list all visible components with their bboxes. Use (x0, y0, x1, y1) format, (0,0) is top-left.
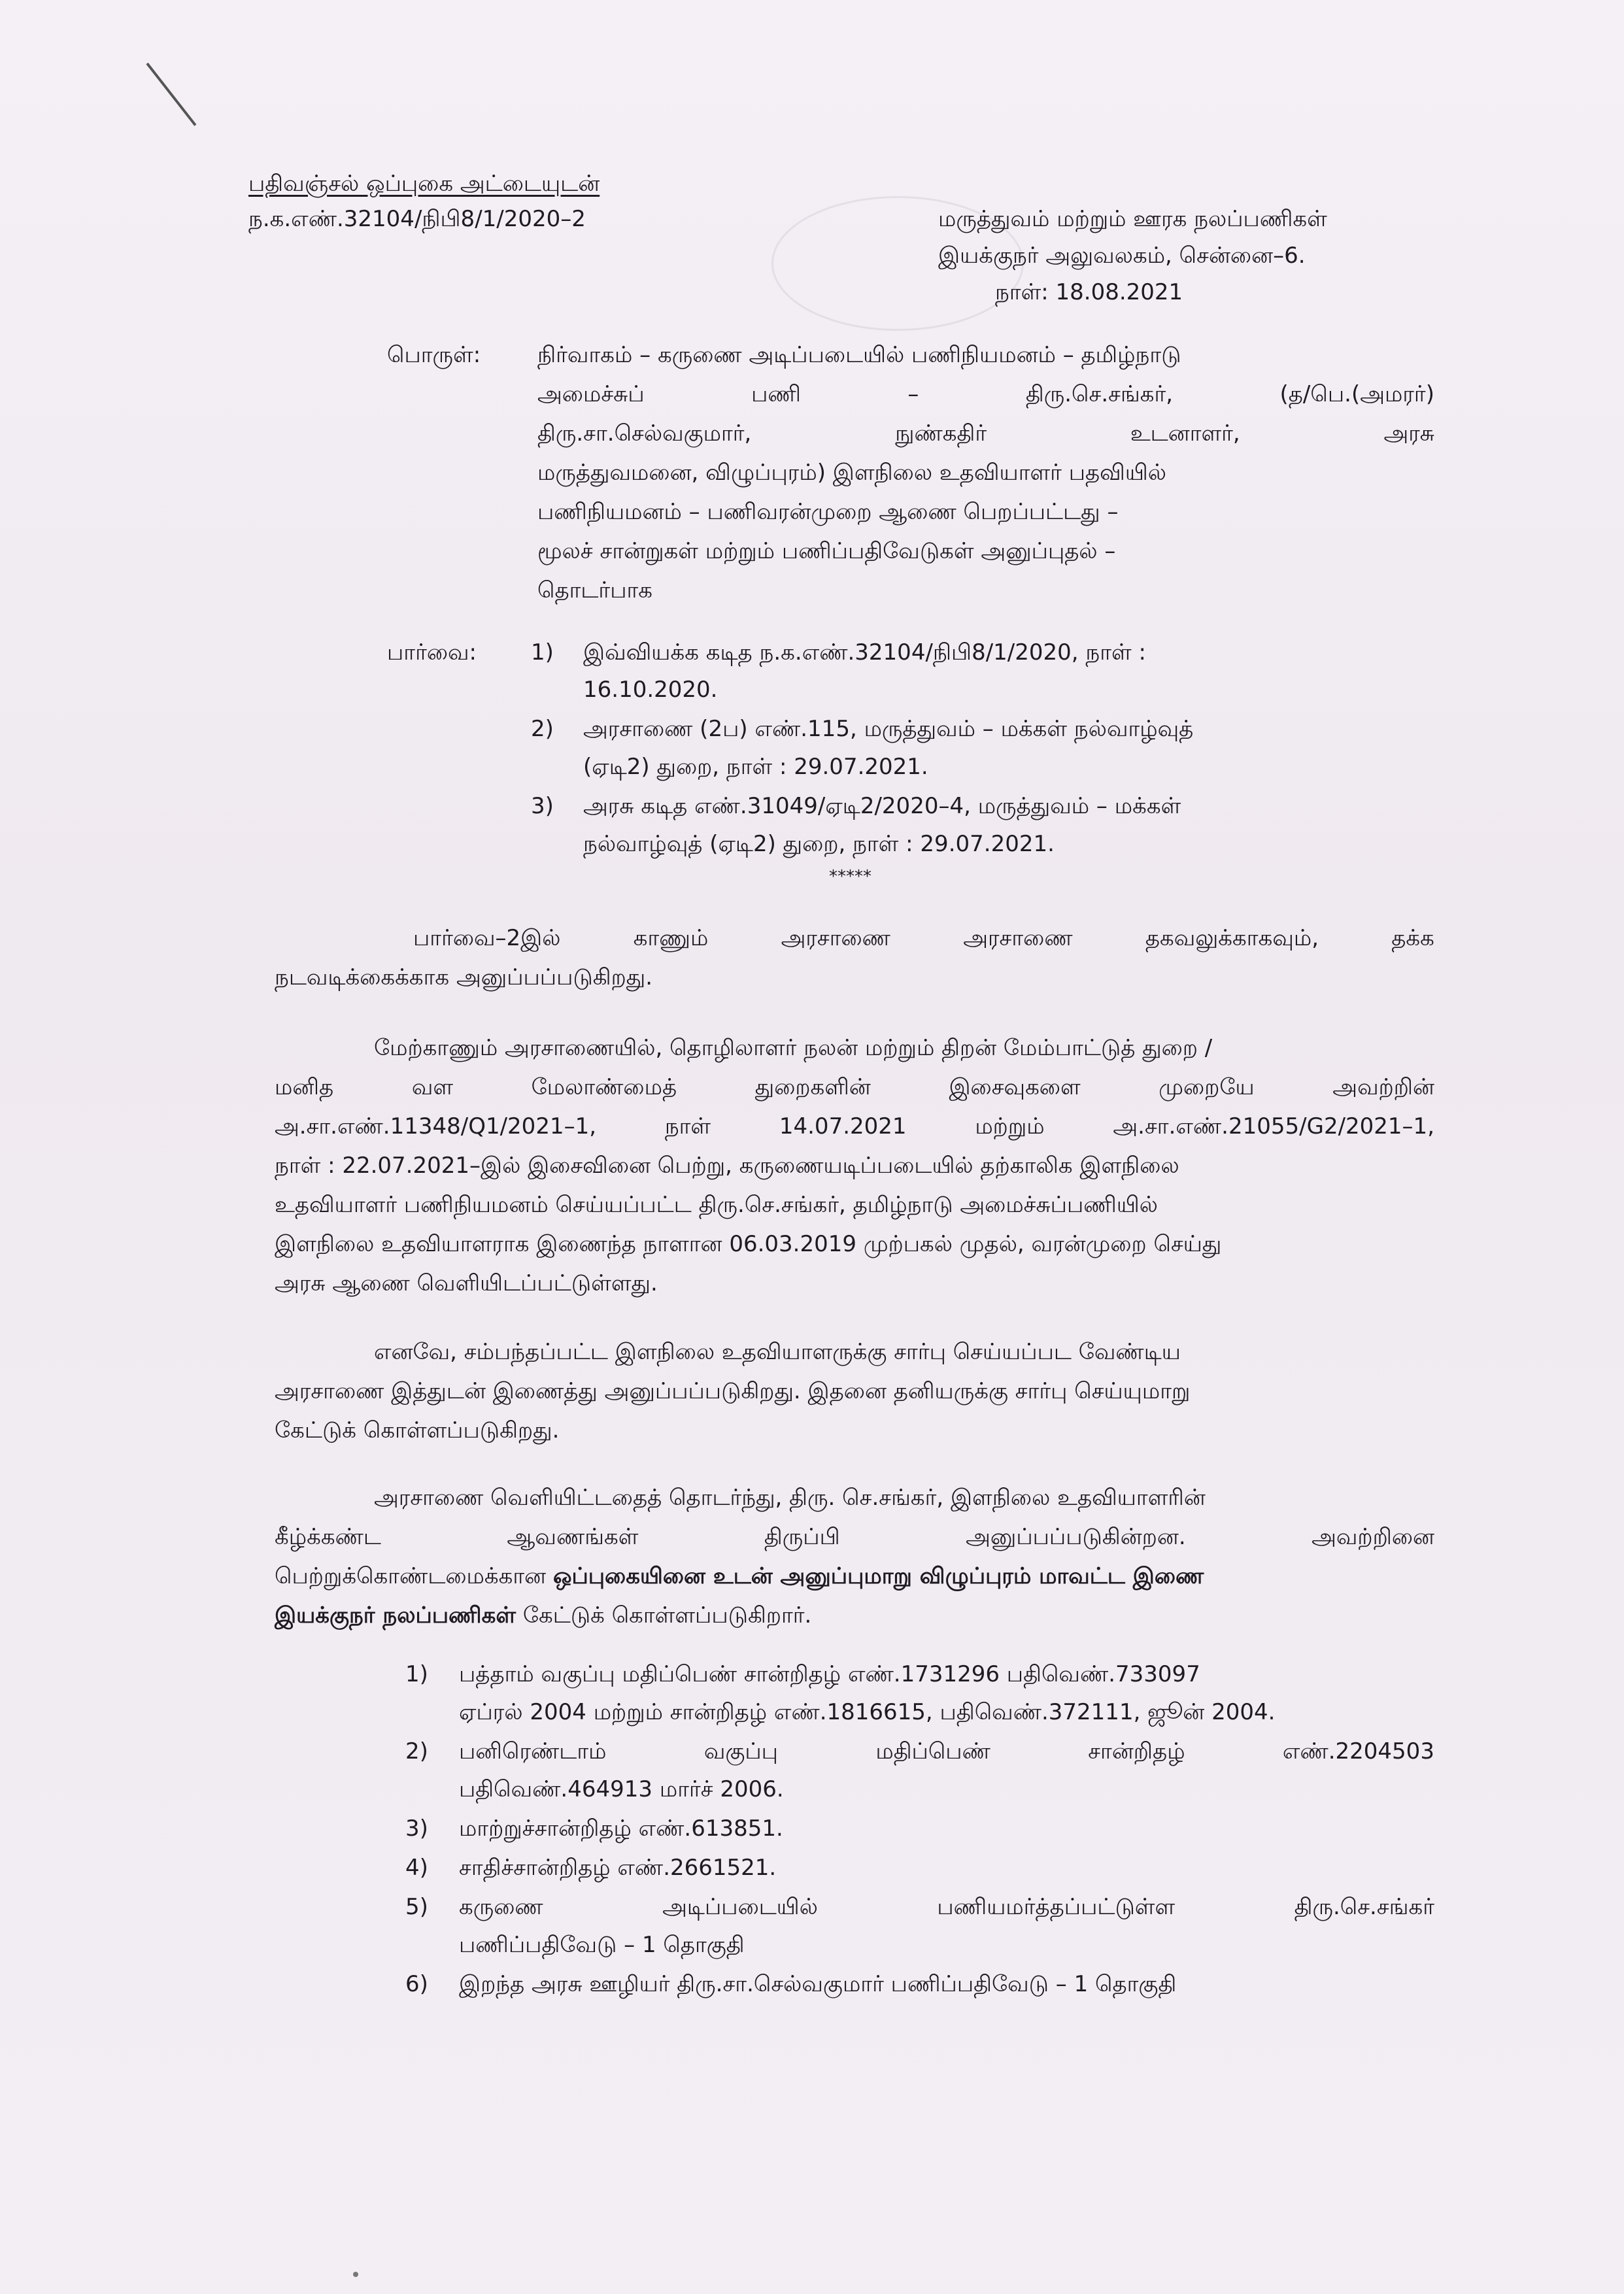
paragraph-2-line: இளநிலை உதவியாளராக இணைந்த நாளான 06.03.2019 முற்பகல் முதல், வரன்முறை செய்து (275, 1231, 1222, 1257)
paragraph-3-line: அரசாணை இத்துடன் இணைத்து அனுப்பப்படுகிறது. இதனை தனியருக்கு சார்பு செய்யுமாறு (275, 1378, 1191, 1404)
paragraph-2-line: மேற்காணும் அரசாணையில், தொழிலாளர் நலன் மற்றும் திறன் மேம்பாட்டுத் துறை / (374, 1035, 1213, 1061)
reference-item-1: இவ்வியக்க கடித ந.க.எண்.32104/நிபி8/1/2020, நாள் : (583, 639, 1146, 666)
registered-post-note: பதிவஞ்சல் ஒப்புகை அட்டையுடன் (248, 171, 600, 197)
office-name-line2: இயக்குநர் அலுவலகம், சென்னை–6. (938, 243, 1306, 269)
document-item-2-cont: பதிவெண்.464913 மார்ச் 2006. (459, 1776, 784, 1802)
paragraph-3-line: எனவே, சம்பந்தப்பட்ட இளநிலை உதவியாளருக்கு சார்பு செய்யப்பட வேண்டிய (374, 1339, 1181, 1365)
paragraph-2-line: அரசு ஆணை வெளியிடப்பட்டுள்ளது. (275, 1270, 658, 1296)
paragraph-4-line: அரசாணை வெளியிட்டதைத் தொடர்ந்து, திரு. செ.சங்கர், இளநிலை உதவியாளரின் (374, 1485, 1206, 1511)
paragraph-3-line: கேட்டுக் கொள்ளப்படுகிறது. (275, 1417, 560, 1443)
document-number-5: 5) (405, 1894, 428, 1920)
document-item-2: பனிரெண்டாம் வகுப்பு மதிப்பெண் சான்றிதழ் எண்.2204503 (459, 1738, 1434, 1764)
document-item-6: இறந்த அரசு ஊழியர் திரு.சா.செல்வகுமார் பணிப்பதிவேடு – 1 தொகுதி (459, 1971, 1177, 1997)
reference-item-2: அரசாணை (2ப) எண்.115, மருத்துவம் – மக்கள் நல்வாழ்வுத் (583, 716, 1194, 742)
document-number-1: 1) (405, 1661, 428, 1687)
document-number-2: 2) (405, 1738, 428, 1764)
paragraph-2-line: மனித வள மேலாண்மைத் துறைகளின் இசைவுகளை முறையே அவற்றின் (275, 1074, 1434, 1100)
paragraph-1-line: பார்வை–2இல் காணும் அரசாணை அரசாணை தகவலுக்காகவும், தக்க (413, 925, 1434, 951)
reference-number-3: 3) (531, 793, 554, 819)
letter-date: நாள்: 18.08.2021 (995, 279, 1183, 305)
reference-item-3: அரசு கடித எண்.31049/ஏடி2/2020–4, மருத்துவம் – மக்கள் (583, 793, 1181, 819)
reference-item-1-cont: 16.10.2020. (583, 677, 718, 703)
document-item-1: பத்தாம் வகுப்பு மதிப்பெண் சான்றிதழ் எண்.1731296 பதிவெண்.733097 (459, 1661, 1200, 1687)
paragraph-4-line: பெற்றுக்கொண்டமைக்கான ஒப்புகையினை உடன் அனுப்புமாறு விழுப்புரம் மாவட்ட இணை (275, 1563, 1204, 1589)
subject-line: திரு.சா.செல்வகுமார், நுண்கதிர் உடனாளர், அரசு (537, 420, 1434, 447)
paragraph-4-line: கீழ்க்கண்ட ஆவணங்கள் திருப்பி அனுப்பப்படுகின்றன. அவற்றினை (275, 1524, 1434, 1550)
document-item-3: மாற்றுச்சான்றிதழ் எண்.613851. (459, 1815, 783, 1842)
subject-label: பொருள்: (387, 342, 481, 368)
paragraph-1-line: நடவடிக்கைக்காக அனுப்பப்படுகிறது. (275, 964, 653, 990)
document-item-1-cont: ஏப்ரல் 2004 மற்றும் சான்றிதழ் எண்.1816615, பதிவெண்.372111, ஜூன் 2004. (459, 1699, 1276, 1725)
paragraph-4-line: இயக்குநர் நலப்பணிகள் கேட்டுக் கொள்ளப்படுகிறார். (275, 1602, 812, 1628)
separator-stars: ***** (829, 867, 871, 886)
document-number-4: 4) (405, 1855, 428, 1881)
document-number-3: 3) (405, 1815, 428, 1842)
office-name-line1: மருத்துவம் மற்றும் ஊரக நலப்பணிகள் (938, 206, 1327, 232)
document-item-5-cont: பணிப்பதிவேடு – 1 தொகுதி (459, 1932, 745, 1958)
scan-speck (353, 2272, 358, 2277)
subject-line: பணிநியமனம் – பணிவரன்முறை ஆணை பெறப்பட்டது – (537, 499, 1119, 525)
document-number-6: 6) (405, 1971, 428, 1997)
reference-item-3-cont: நல்வாழ்வுத் (ஏடி2) துறை, நாள் : 29.07.2021. (583, 831, 1055, 857)
references-label: பார்வை: (387, 639, 477, 666)
subject-line: தொடர்பாக (537, 577, 653, 603)
paragraph-2-line: உதவியாளர் பணிநியமனம் செய்யப்பட்ட திரு.செ.சங்கர், தமிழ்நாடு அமைச்சுப்பணியில் (275, 1192, 1158, 1218)
reference-item-2-cont: (ஏடி2) துறை, நாள் : 29.07.2021. (583, 754, 928, 780)
subject-line: மூலச் சான்றுகள் மற்றும் பணிப்பதிவேடுகள் அனுப்புதல் – (537, 538, 1116, 564)
pen-mark (146, 63, 196, 126)
subject-line: மருத்துவமனை, விழுப்புரம்) இளநிலை உதவியாளர் பதவியில் (537, 460, 1166, 486)
subject-line: நிர்வாகம் – கருணை அடிப்படையில் பணிநியமனம் – தமிழ்நாடு (537, 342, 1181, 368)
document-item-5: கருணை அடிப்படையில் பணியமர்த்தப்பட்டுள்ள திரு.செ.சங்கர் (459, 1894, 1434, 1920)
paragraph-2-line: அ.சா.எண்.11348/Q1/2021–1, நாள் 14.07.2021 மற்றும் அ.சா.எண்.21055/G2/2021–1, (275, 1113, 1434, 1139)
reference-number: ந.க.எண்.32104/நிபி8/1/2020–2 (248, 206, 586, 232)
paragraph-2-line: நாள் : 22.07.2021–இல் இசைவினை பெற்று, கருணையடிப்படையில் தற்காலிக இளநிலை (275, 1153, 1179, 1179)
reference-number-1: 1) (531, 639, 554, 666)
document-item-4: சாதிச்சான்றிதழ் எண்.2661521. (459, 1855, 777, 1881)
subject-line: அமைச்சுப் பணி – திரு.செ.சங்கர், (த/பெ.(அமரர்) (537, 381, 1434, 407)
reference-number-2: 2) (531, 716, 554, 742)
